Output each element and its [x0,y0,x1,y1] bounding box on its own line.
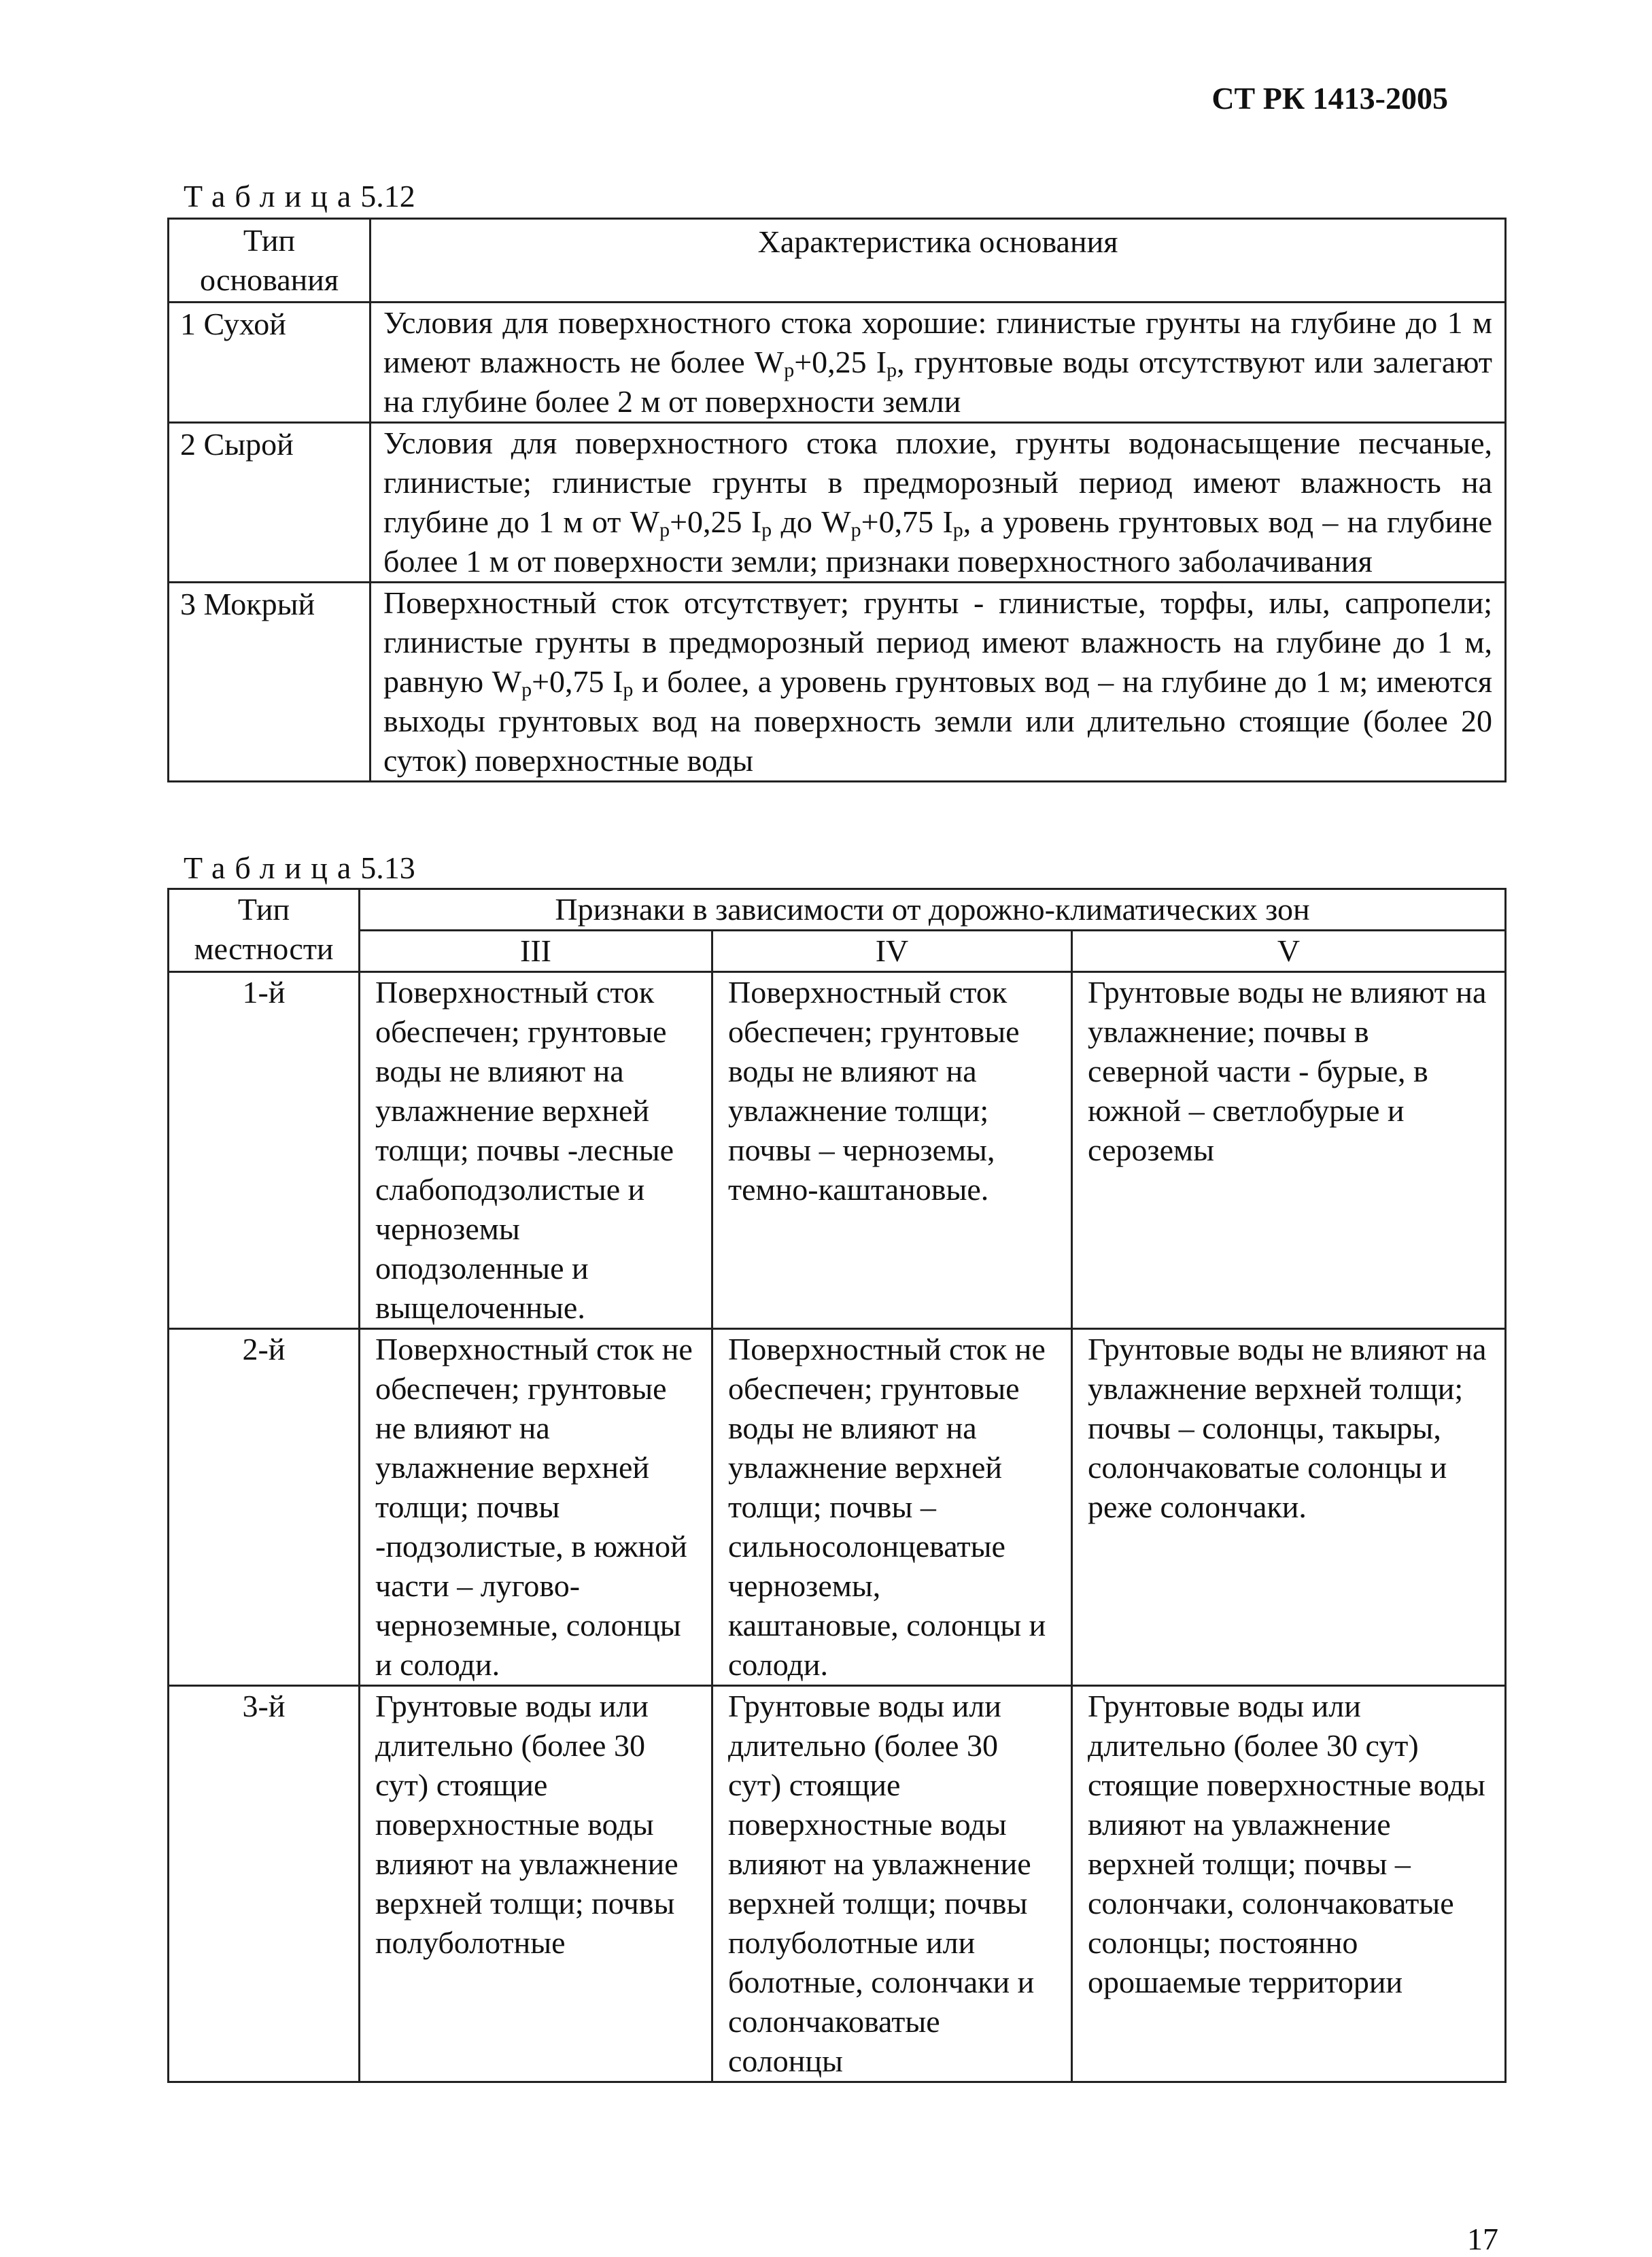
table-row [169,1686,1506,2082]
row-description: Условия для поверхностного стока хорошие: глинистые грунты на глубине до 1 м имеют влажность не более $W_р+0,25$ $I_р$, грунтовые воды отсутствуют или залегают на глубине более 2 м от поверхности земли [371,303,1506,423]
cell-zone-iv: Поверхностный сток не обеспечен; грунтовые воды не влияют на увлажнение верхней толщи; почвы – сильносолонцеватые черноземы, каштановые, солонцы и солоди. [712,1329,1072,1686]
cell-zone-iii: Поверхностный сток обеспечен; грунтовые воды не влияют на увлажнение верхней толщи; почвы -лесные слабоподзолистые и черноземы оподзоленные и выщелоченные. [360,972,712,1329]
caption-word: Таблица [184,850,361,885]
column-header-zone-iii: III [360,931,712,972]
column-header-group: Признаки в зависимости от дорожно-климатических зон [360,889,1506,931]
cell-zone-v: Грунтовые воды не влияют на увлажнение; почвы в северной части - бурые, в южной – светлобурые и сероземы [1072,972,1506,1329]
table-row [169,583,1506,782]
table-5-13-caption [184,850,415,886]
column-header-type: Тип основания [169,219,371,303]
cell-zone-iii: Грунтовые воды или длительно (более 30 сут) стоящие поверхностные воды влияют на увлажнение верхней толщи; почвы полуболотные [360,1686,712,2082]
document-code: СТ РК 1413-2005 [1211,81,1448,116]
table-5-13 [167,888,1507,2083]
cell-zone-iv: Поверхностный сток обеспечен; грунтовые воды не влияют на увлажнение толщи; почвы – черноземы, темно-каштановые. [712,972,1072,1329]
table-row [169,972,1506,1329]
row-description: Поверхностный сток отсутствует; грунты - глинистые, торфы, илы, сапропели; глинистые грунты в предморозный период имеют влажность на глубине до 1 м, равную $W_р+0,75$ $I_р$ и более, а уровень грунтовых вод – на глубине до 1 м; имеются выходы грунтовых вод на поверхность земли или длительно стоящие (более 20 суток) поверхностные воды [371,583,1506,782]
row-type: 3-й [169,1686,360,2082]
column-header-description: Характеристика основания [371,219,1506,303]
table-row [169,303,1506,423]
row-type: 2 Сырой [169,423,371,583]
cell-zone-v: Грунтовые воды не влияют на увлажнение верхней толщи; почвы – солонцы, такыры, солончаковатые солонцы и реже солончаки. [1072,1329,1506,1686]
row-type: 1-й [169,972,360,1329]
table-header-row [169,931,1506,972]
column-header-zone-iv: IV [712,931,1072,972]
cell-zone-v: Грунтовые воды или длительно (более 30 сут) стоящие поверхностные воды влияют на увлажнение верхней толщи; почвы – солончаки, солончаковатые солонцы; постоянно орошаемые территории [1072,1686,1506,2082]
row-description: Условия для поверхностного стока плохие, грунты водонасыщение песчаные, глинистые; глинистые грунты в предморозный период имеют влажность на глубине до 1 м от $W_р+0,25$ $I_р$ до $W_р+0,75$ $I_р$, а уровень грунтовых вод – на глубине более 1 м от поверхности земли; признаки поверхностного заболачивания [371,423,1506,583]
table-5-12 [167,218,1507,782]
cell-zone-iv: Грунтовые воды или длительно (более 30 сут) стоящие поверхностные воды влияют на увлажнение верхней толщи; почвы полуболотные или болотные, солончаки и солончаковатые солонцы [712,1686,1072,2082]
caption-word: Таблица [184,179,361,213]
caption-number: 5.13 [360,850,415,885]
table-5-12-caption [184,178,415,214]
row-type: 1 Сухой [169,303,371,423]
page-number: 17 [1467,2222,1498,2256]
row-type: 3 Мокрый [169,583,371,782]
caption-number: 5.12 [360,179,415,213]
table-row [169,423,1506,583]
table-header-row [169,219,1506,303]
table-header-row [169,889,1506,931]
cell-zone-iii: Поверхностный сток не обеспечен; грунтовые не влияют на увлажнение верхней толщи; почвы -подзолистые, в южной части – лугово-черноземные, солонцы и солоди. [360,1329,712,1686]
table-row [169,1329,1506,1686]
column-header-type: Тип местности [169,889,360,972]
column-header-zone-v: V [1072,931,1506,972]
row-type: 2-й [169,1329,360,1686]
